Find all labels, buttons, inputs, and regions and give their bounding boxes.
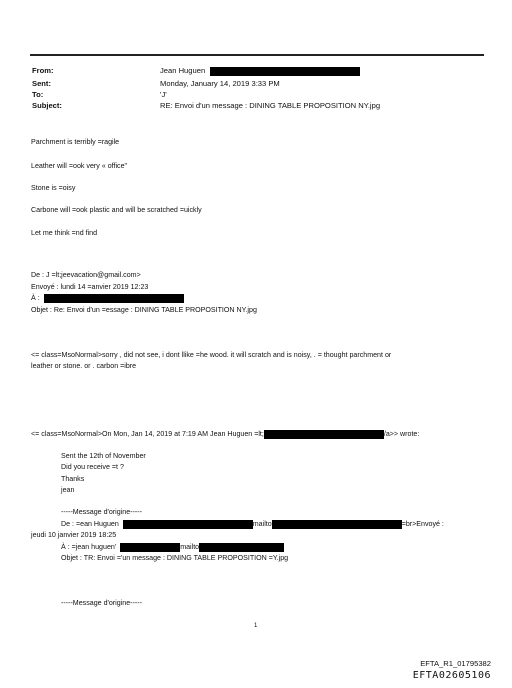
page-number: 1 xyxy=(254,623,258,629)
original-subject: Objet : TR: Envoi ='un message : DINING TABLE PROPOSITION =Y.jpg xyxy=(61,554,289,562)
bates-stamp-secondary: EFTA02605106 xyxy=(412,670,491,681)
redaction-block xyxy=(264,430,384,439)
original-message-separator: -----Message d'origine----- xyxy=(61,508,142,516)
quote-sent: Envoyé : lundi 14 =anvier 2019 12:23 xyxy=(31,283,149,291)
quote-line: jean xyxy=(61,486,75,494)
redaction-block xyxy=(123,520,253,529)
redaction-block xyxy=(199,543,284,552)
to-value: 'J' xyxy=(160,90,167,99)
redaction-block xyxy=(210,67,360,76)
body-line: Parchment is terribly =ragile xyxy=(31,138,120,146)
from-value: Jean Huguen xyxy=(160,66,206,75)
quote-line: Sent the 12th of November xyxy=(61,452,146,460)
original-from: De : =ean Huguen mailto =br>Envoyé : xyxy=(61,520,444,528)
from-label: From: xyxy=(32,66,54,75)
redaction-block xyxy=(44,294,184,303)
redaction-block xyxy=(120,543,180,552)
quote-subject: Objet : Re: Envoi d'un =essage : DINING TABLE PROPOSITION NY.jpg xyxy=(31,306,257,314)
quote-intro: <= class=MsoNormal>On Mon, Jan 14, 2019 at 7:19 AM Jean Huguen =lt; /a>> wrote: xyxy=(31,430,420,438)
quote-from: De : J =lt;jeevacation@gmail.com> xyxy=(31,271,141,279)
redaction-block xyxy=(272,520,402,529)
body-line: Carbone will =ook plastic and will be scratched =uickly xyxy=(31,206,202,214)
header-rule xyxy=(30,54,484,56)
bates-stamp-primary: EFTA_R1_01795382 xyxy=(420,659,491,668)
sent-label: Sent: xyxy=(32,79,51,88)
body-line: Stone is =oisy xyxy=(31,184,76,192)
to-label: To: xyxy=(32,90,44,99)
quote-to: À : xyxy=(31,293,184,303)
body-line: Leather will =ook very « office" xyxy=(31,162,128,170)
original-to: À : =jean huguen' mailto xyxy=(61,542,284,552)
sent-value: Monday, January 14, 2019 3:33 PM xyxy=(160,79,280,88)
subject-value: RE: Envoi d'un message : DINING TABLE PROPOSITION NY.jpg xyxy=(160,101,381,110)
reply-line: <= class=MsoNormal>sorry , did not see, i dont llike =he wood. it will scratch and is noisy, . = thought parchment or xyxy=(31,351,392,359)
original-date: jeudi 10 janvier 2019 18:25 xyxy=(31,531,117,539)
subject-label: Subject: xyxy=(32,101,62,110)
reply-line: leather or stone. or . carbon =ibre xyxy=(31,362,137,370)
original-message-separator: -----Message d'origine----- xyxy=(61,599,142,607)
quote-line: Thanks xyxy=(61,475,85,483)
quote-line: Did you receive =t ? xyxy=(61,463,124,471)
body-line: Let me think =nd find xyxy=(31,229,98,237)
